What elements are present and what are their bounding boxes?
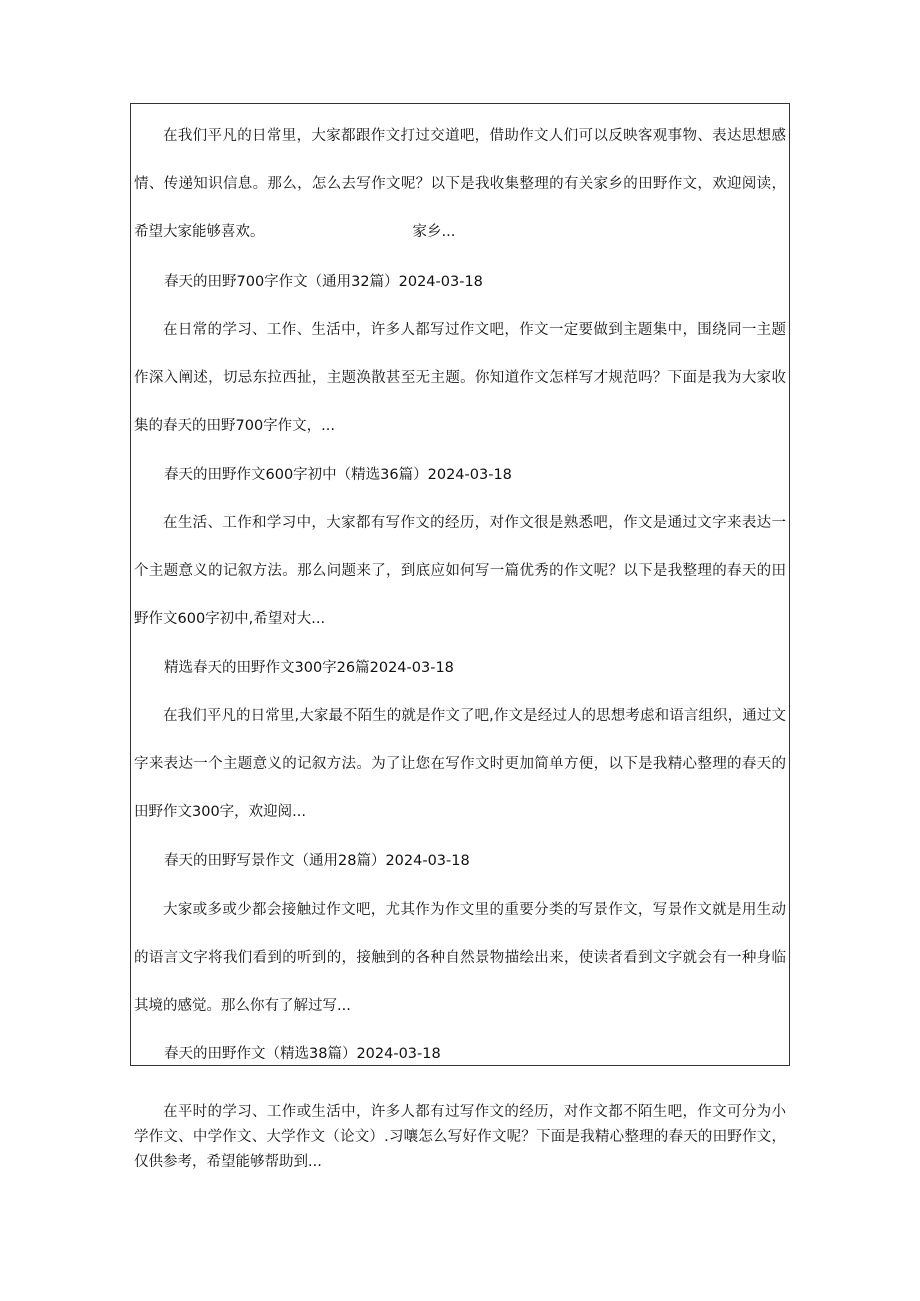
article-title-5[interactable]: 春天的田野作文（精选38篇）2024-03-18 bbox=[164, 1046, 441, 1062]
article-title-1[interactable]: 春天的田野700字作文（通用32篇）2024-03-18 bbox=[164, 274, 483, 290]
article-title-2[interactable]: 春天的田野作文600字初中（精选36篇）2024-03-18 bbox=[164, 467, 512, 483]
article-summary-1: 在日常的学习、工作、生活中，许多人都写过作文吧，作文一定要做到主题集中，围绕同一主题作深入阐述，切忌东拉西扯，主题涣散甚至无主题。你知道作文怎样写才规范吗？下面是我为大家收集的春天的田野700字作文，... bbox=[134, 322, 786, 434]
intro-paragraph bbox=[134, 112, 786, 256]
intro-tail: 家乡... bbox=[412, 224, 456, 240]
article-summary-3: 在我们平凡的日常里,大家最不陌生的就是作文了吧,作文是经过人的思想考虑和语言组织，通过文字来表达一个主题意义的记叙方法。为了让您在写作文时更加简单方便，以下是我精心整理的春天的田野作文300字，欢迎阅... bbox=[134, 708, 786, 820]
article-summary-2: 在生活、工作和学习中，大家都有写作文的经历，对作文很是熟悉吧，作文是通过文字来表达一个主题意义的记叙方法。那么问题来了，到底应如何写一篇优秀的作文呢？以下是我整理的春天的田野作文600字初中,希望对大... bbox=[134, 515, 786, 627]
outside-paragraph: 在平时的学习、工作或生活中，许多人都有过写作文的经历，对作文都不陌生吧，作文可分为小学作文、中学作文、大学作文（论文）.习嚷怎么写好作文呢？下面是我精心整理的春天的田野作文，仅供参考，希望能够帮助到... bbox=[134, 1104, 786, 1170]
intro-text: 在我们平凡的日常里，大家都跟作文打过交道吧，借助作文人们可以反映客观事物、表达思想感情、传递知识信息。那么，怎么去写作文呢？以下是我收集整理的有关家乡的田野作文，欢迎阅读，希望大家能够喜欢。 bbox=[134, 128, 786, 240]
article-title-3[interactable]: 精选春天的田野作文300字26篇2024-03-18 bbox=[164, 660, 454, 676]
article-title-4[interactable]: 春天的田野写景作文（通用28篇）2024-03-18 bbox=[164, 853, 470, 869]
article-summary-4: 大家或多或少都会接触过作文吧，尤其作为作文里的重要分类的写景作文，写景作文就是用生动的语言文字将我们看到的听到的，接触到的各种自然景物描绘出来，使读者看到文字就会有一种身临其境的感觉。那么你有了解过写... bbox=[134, 902, 786, 1014]
